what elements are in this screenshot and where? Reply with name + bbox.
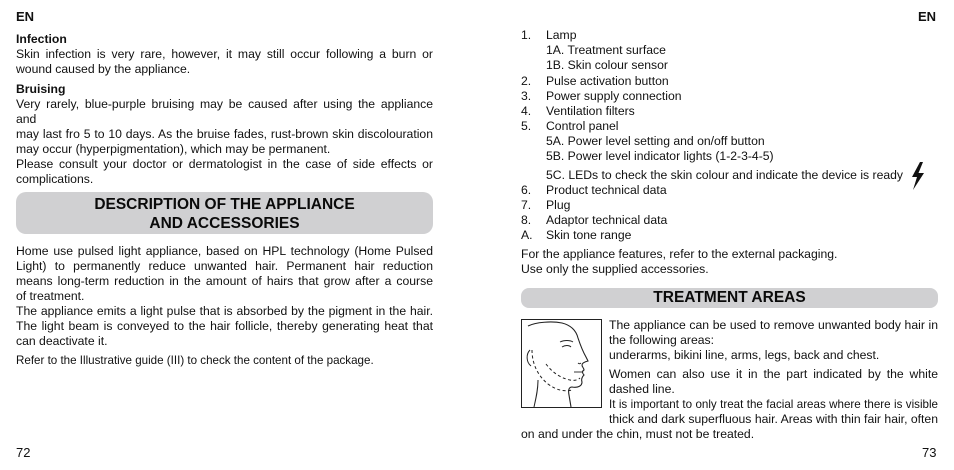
text-line: Light) to permanently reduce unwanted hair. Permanent hair reduction <box>16 259 433 273</box>
text-line: thick and dark superfluous hair. Areas with thin fair hair, often <box>609 412 938 426</box>
list-number: 6. <box>521 183 532 197</box>
list-text: Ventilation filters <box>546 104 635 118</box>
text-line: complications. <box>16 172 94 186</box>
list-text: 5A. Power level setting and on/off button <box>546 134 765 148</box>
text-line: Home use pulsed light appliance, based on HPL technology (Home Pulsed <box>16 244 433 258</box>
text-line: Use only the supplied accessories. <box>521 262 709 276</box>
text-line: underarms, bikini line, arms, legs, back and chest. <box>609 348 880 362</box>
text-line: The light beam is conveyed to the hair follicle, thereby generating heat that <box>16 319 433 333</box>
banner-title-line: AND ACCESSORIES <box>149 215 300 232</box>
list-number: A. <box>521 228 533 242</box>
text-line: the following areas: <box>609 333 715 347</box>
list-text: Control panel <box>546 119 619 133</box>
infection-text <box>16 47 433 77</box>
list-number: 2. <box>521 74 532 88</box>
list-number: 5. <box>521 119 532 133</box>
infection-heading: Infection <box>16 32 67 46</box>
banner-title-line: DESCRIPTION OF THE APPLIANCE <box>94 196 355 213</box>
lightning-bolt-icon <box>910 162 926 190</box>
left-page-number: 72 <box>16 445 31 460</box>
list-number: 4. <box>521 104 532 118</box>
face-profile-illustration <box>521 319 602 408</box>
text-line: may last fro 5 to 10 days. As the bruise fades, rust-brown skin discolouration <box>16 127 433 141</box>
text-line: Women can also use it in the part indicated by the white <box>609 367 938 381</box>
list-text: 5B. Power level indicator lights (1-2-3-4-5) <box>546 149 774 163</box>
text-line: It is important to only treat the facial areas where there is visible <box>609 398 938 411</box>
list-text: Pulse activation button <box>546 74 669 88</box>
treatment-women-note <box>609 367 938 427</box>
text-line: on and under the chin, must not be treated. <box>521 427 755 441</box>
text-line: may occur (hyperpigmentation), which may be permanent. <box>16 142 331 156</box>
bruising-text <box>16 97 433 187</box>
text-line: For the appliance features, refer to the external packaging. <box>521 247 838 261</box>
bruising-heading: Bruising <box>16 82 66 96</box>
left-language-label: EN <box>16 9 35 24</box>
illustrative-guide-note: Refer to the Illustrative guide (III) to check the content of the package. <box>16 354 374 367</box>
text-line: The appliance emits a light pulse that is absorbed by the pigment in the hair. <box>16 304 433 318</box>
list-number: 8. <box>521 213 532 227</box>
list-text: Power supply connection <box>546 89 682 103</box>
text-line: Very rarely, blue-purple bruising may be caused after using the appliance and <box>16 97 433 126</box>
text-line: dashed line. <box>609 382 675 396</box>
list-text: Skin tone range <box>546 228 632 242</box>
list-number: 3. <box>521 89 532 103</box>
text-line: The appliance can be used to remove unwanted body hair in <box>609 318 938 332</box>
features-note <box>521 247 837 277</box>
list-text: 5C. LEDs to check the skin colour and indicate the device is ready <box>546 168 904 182</box>
text-line: means long-term reduction in the amount of hairs that grow after a course <box>16 274 433 288</box>
list-number: 7. <box>521 198 532 212</box>
list-text: 1A. Treatment surface <box>546 43 666 57</box>
text-line: wound caused by the appliance. <box>16 62 191 76</box>
list-text: Product technical data <box>546 183 667 197</box>
list-text: Lamp <box>546 28 577 42</box>
text-line: Skin infection is very rare, however, it may still occur following a burn or <box>16 47 433 61</box>
treatment-intro <box>609 318 938 363</box>
right-page-number: 73 <box>922 445 937 460</box>
description-text <box>16 244 433 349</box>
right-language-label: EN <box>918 9 937 24</box>
text-line: of treatment. <box>16 289 85 303</box>
description-banner <box>16 192 433 234</box>
treatment-areas-banner: TREATMENT AREAS <box>521 288 938 308</box>
list-text: Adaptor technical data <box>546 213 668 227</box>
list-text: 1B. Skin colour sensor <box>546 58 668 72</box>
list-number: 1. <box>521 28 532 42</box>
text-line: can deactivate it. <box>16 334 108 348</box>
text-line: Please consult your doctor or dermatologist in the case of side effects or <box>16 157 433 171</box>
list-text: Plug <box>546 198 571 212</box>
